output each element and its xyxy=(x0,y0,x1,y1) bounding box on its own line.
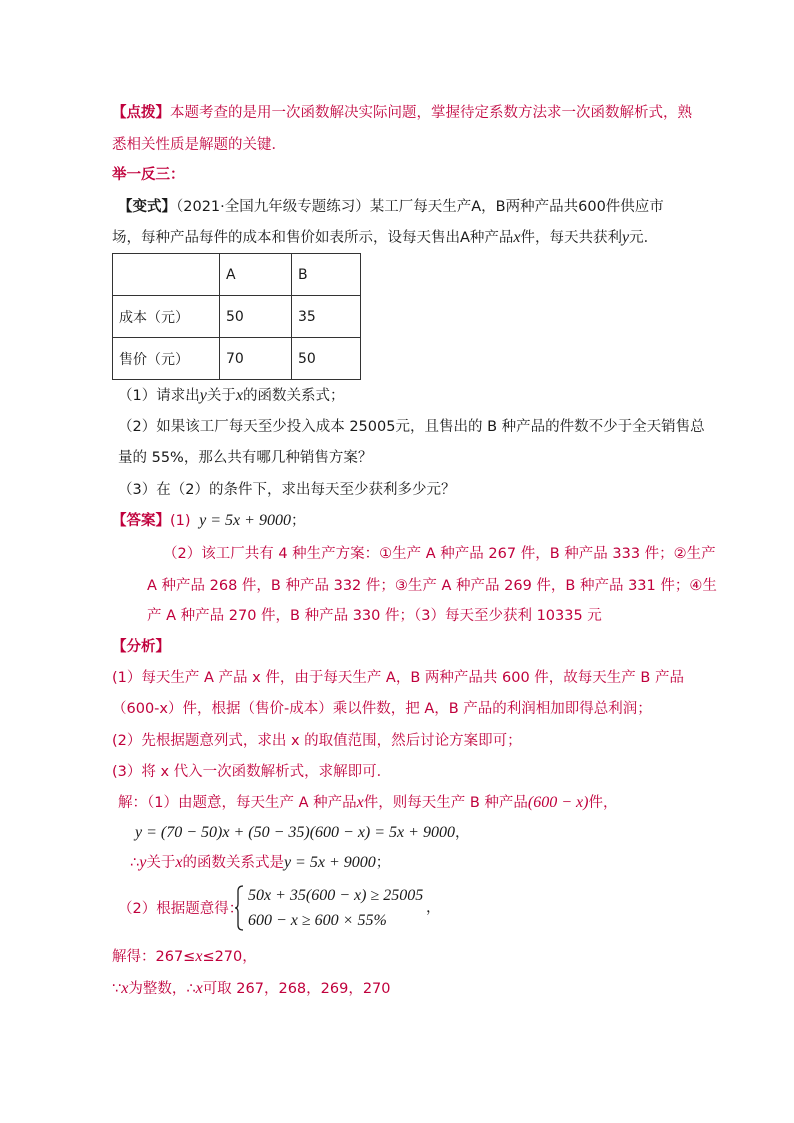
table-row xyxy=(113,338,361,380)
solution-4-suffix: ， xyxy=(426,900,441,916)
analysis-p1-line2: （600-x）件，根据（售价-成本）乘以件数，把 A，B 产品的利润相加即得总利润； xyxy=(112,701,652,717)
cost-price-table xyxy=(112,253,361,380)
variant-line2 xyxy=(112,228,658,248)
question-2-line2: 量的 55%，那么共有哪几种销售方案？ xyxy=(118,450,373,466)
analysis-tag: 【分析】 xyxy=(112,639,170,655)
solution-6-text-c: 可取 267，268，269，270 xyxy=(202,981,391,997)
section-title: 举一反三： xyxy=(112,167,185,183)
table-header-row xyxy=(113,254,361,296)
solution-5-var-x: x xyxy=(195,948,203,965)
dianbo-tag: 【点拨】 xyxy=(112,105,170,121)
solution-2-formula: y = (70 − 50)x + (50 − 35)(600 − x) = 5x + 9000 xyxy=(135,824,455,841)
q1-var-y: y xyxy=(199,387,207,404)
variant-source: （2021·全国九年级专题练习） xyxy=(176,199,370,215)
q1-text-c: 的函数关系式； xyxy=(242,388,345,404)
answer-1-formula: y = 5x + 9000 xyxy=(199,512,291,529)
answer-line1 xyxy=(112,511,305,531)
solution-2-suffix: ， xyxy=(454,825,470,841)
solution-5-text-a: 解得：267≤ xyxy=(112,949,196,965)
solution-3-text-c: 的函数关系式是 xyxy=(182,855,284,871)
table-cell: 成本（元） xyxy=(113,296,220,338)
solution-line2 xyxy=(135,823,469,843)
solution-1-text-a: 解：（1）由题意，每天生产 A 种产品 xyxy=(118,795,357,811)
table-cell: 35 xyxy=(292,296,361,338)
q1-var-x: x xyxy=(235,387,243,404)
solution-line3 xyxy=(130,853,390,873)
solution-6-var-x2: x xyxy=(195,980,203,997)
inequality-1: 50x + 35(600 − x) ≥ 25005 xyxy=(248,887,424,904)
solution-line6 xyxy=(112,979,391,999)
variant-text-1: 某工厂每天生产A，B两种产品共600件供应市 xyxy=(369,199,664,215)
table-cell: 50 xyxy=(292,338,361,380)
analysis-p1-line1: (1）每天生产 A 产品 x 件，由于每天生产 A，B 两种产品共 600 件，故每天生产 B 产品 xyxy=(112,670,684,686)
solution-line1 xyxy=(118,793,617,813)
question-2-line1: （2）如果该工厂每天至少投入成本 25005元，且售出的 B 种产品的件数不少于全天销售总 xyxy=(118,419,705,435)
table-header-cell xyxy=(113,254,220,296)
solution-line5 xyxy=(112,947,257,967)
table-header-cell: B xyxy=(292,254,361,296)
solution-6-var-x1: x xyxy=(121,980,129,997)
dianbo-text-2: 悉相关性质是解题的关键． xyxy=(112,137,286,153)
q1-text-b: 关于 xyxy=(206,388,236,404)
solution-4-prefix: （2）根据题意得： xyxy=(118,901,244,917)
therefore-symbol: ∴ xyxy=(130,855,140,871)
solution-1-text-c: 件， xyxy=(588,795,618,811)
variant-text-2c: 元． xyxy=(629,230,659,246)
solution-3-text-b: 关于 xyxy=(146,855,176,871)
solution-1-expr: (600 − x) xyxy=(527,794,589,811)
answer-2-line1: （2）该工厂共有 4 种生产方案：①生产 A 种产品 267 件，B 种产品 333 件；②生产 xyxy=(163,546,716,562)
table-cell: 售价（元） xyxy=(113,338,220,380)
answer-2-line3: 产 A 种产品 270 件，B 种产品 330 件；（3）每天至少获利 10335 元 xyxy=(147,608,602,624)
question-3: （3）在（2）的条件下，求出每天至少获利多少元？ xyxy=(118,482,456,498)
solution-3-suffix: ； xyxy=(375,855,391,871)
solution-3-formula: y = 5x + 9000 xyxy=(283,854,376,871)
table-cell: 70 xyxy=(220,338,292,380)
var-x: x xyxy=(513,229,521,246)
system-brace xyxy=(234,885,244,931)
dianbo-text-1: 本题考查的是用一次函数解决实际问题，掌握待定系数方法求一次函数解析式，熟 xyxy=(170,105,692,121)
dianbo-paragraph-line1 xyxy=(112,103,692,123)
solution-3-var-y: y xyxy=(139,854,147,871)
var-y: y xyxy=(622,229,630,246)
solution-1-var-x: x xyxy=(356,794,364,811)
variant-line1 xyxy=(118,197,664,217)
answer-1-prefix: (1) xyxy=(170,513,191,529)
q1-text-a: （1）请求出 xyxy=(118,388,200,404)
inequality-2: 600 − x ≥ 600 × 55% xyxy=(248,912,387,929)
solution-5-text-b: ≤270， xyxy=(202,949,257,965)
answer-tag: 【答案】 xyxy=(112,513,170,529)
variant-tag: 【变式】 xyxy=(118,199,176,215)
analysis-p2: (2）先根据题意列式，求出 x 的取值范围，然后讨论方案即可； xyxy=(112,733,522,749)
solution-1-text-b: 件，则每天生产 B 种产品 xyxy=(363,795,528,811)
solution-6-text-b: 为整数，∴ xyxy=(128,981,196,997)
question-1 xyxy=(118,386,344,406)
table-cell: 50 xyxy=(220,296,292,338)
solution-3-var-x: x xyxy=(175,854,183,871)
table-row xyxy=(113,296,361,338)
table-header-cell: A xyxy=(220,254,292,296)
analysis-p3: (3）将 x 代入一次函数解析式，求解即可． xyxy=(112,764,392,780)
answer-1-suffix: ； xyxy=(290,513,306,529)
variant-text-2b: 件，每天共获利 xyxy=(520,230,623,246)
variant-text-2a: 场，每种产品每件的成本和售价如表所示，设每天售出A种产品 xyxy=(112,230,514,246)
answer-2-line2: A 种产品 268 件，B 种产品 332 件；③生产 A 种产品 269 件，B 种产品 331 件；④生 xyxy=(147,578,717,594)
because-symbol: ∵ xyxy=(112,981,122,997)
